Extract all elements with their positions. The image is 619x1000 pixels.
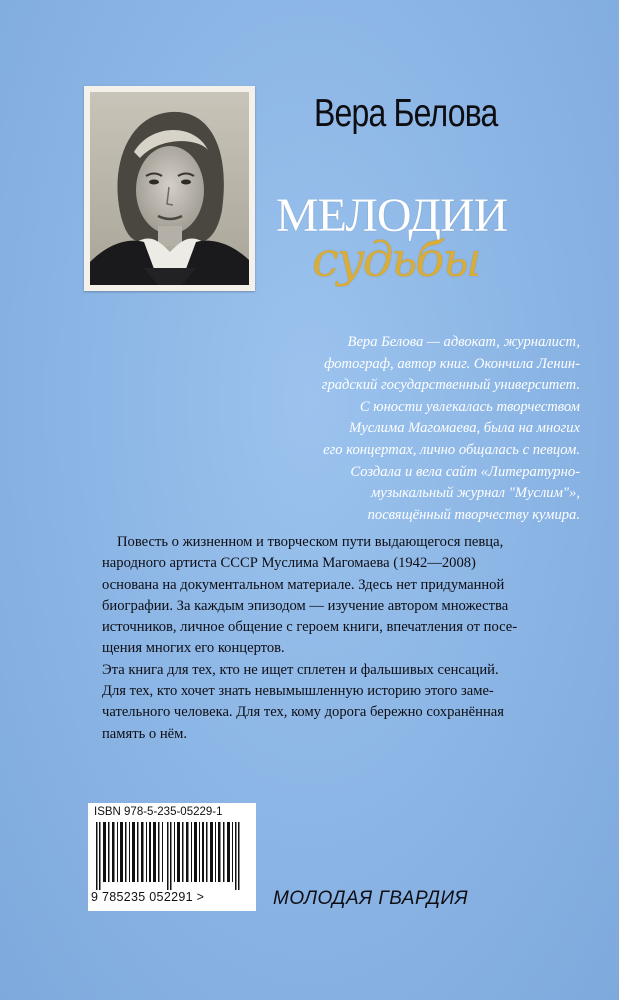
book-subtitle: судьбы	[312, 232, 480, 288]
book-title: МЕЛОДИИ	[276, 189, 508, 242]
description-line: Эта книга для тех, кто не ищет сплетен и фальшивых сенсаций.	[102, 661, 499, 678]
bio-line: фотограф, автор книг. Окончила Ленин-	[324, 355, 580, 372]
author-name: Вера Белова	[314, 92, 498, 135]
author-bio	[262, 332, 580, 526]
bio-line: Создала и вела сайт «Литературно-	[350, 463, 580, 480]
isbn-label: ISBN 978-5-235-05229-1	[94, 806, 223, 818]
description-line: щения многих его концертов.	[102, 640, 285, 657]
description-line: чательного человека. Для тех, кому дорога бережно сохранённая	[102, 704, 504, 721]
barcode-digits: 9 785235 052291 >	[91, 890, 205, 904]
barcode-bars	[96, 822, 248, 890]
bio-line: музыкальный журнал "Муслим"»,	[370, 485, 580, 502]
author-portrait-image	[90, 92, 249, 285]
description-line: Повесть о жизненном и творческом пути выдающегося певца,	[117, 534, 504, 550]
barcode	[88, 803, 256, 911]
author-photo-frame	[84, 86, 255, 291]
description-line: основана на документальном материале. Здесь нет придуманной	[102, 576, 505, 593]
bio-line: посвящённый творчеству кумира.	[367, 506, 580, 523]
book-description	[102, 532, 582, 745]
bio-line: Вера Белова — адвокат, журналист,	[347, 334, 580, 350]
description-line: память о нём.	[102, 725, 188, 742]
bio-line: градский государственный университет.	[321, 377, 580, 394]
bio-line: С юности увлекалась творчеством	[359, 398, 580, 415]
bio-line: Муслима Магомаева, была на многих	[349, 420, 580, 437]
description-line: народного артиста СССР Муслима Магомаева (1942—2008)	[102, 555, 476, 572]
description-line: биографии. За каждым эпизодом — изучение автором множества	[102, 597, 509, 614]
description-line: Для тех, кто хочет знать невымышленную историю этого заме-	[102, 683, 494, 700]
publisher-logo: МОЛОДАЯ ГВАРДИЯ	[273, 888, 469, 909]
description-line: источников, личное общение с героем книги, впечатления от посе-	[102, 619, 518, 636]
bio-line: его концертах, лично общалась с певцом.	[323, 441, 580, 458]
author-photo	[90, 92, 249, 285]
